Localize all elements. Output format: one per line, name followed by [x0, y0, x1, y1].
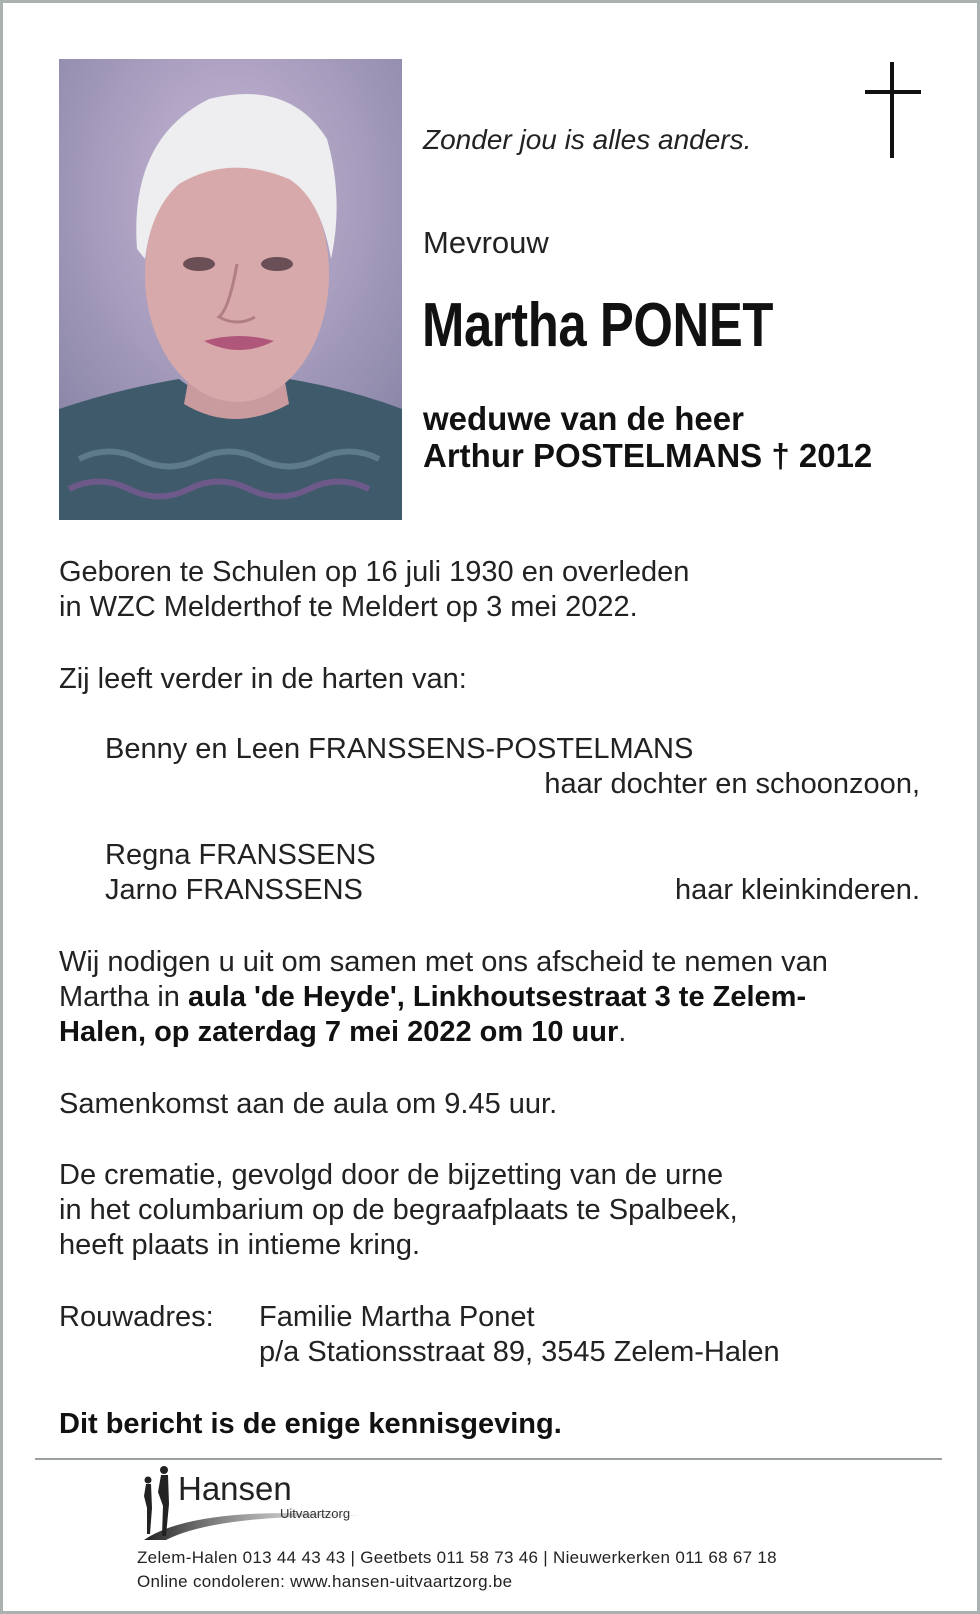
address-line-2: p/a Stationsstraat 89, 3545 Zelem-Halen	[259, 1336, 780, 1368]
grandchild-2: Jarno FRANSSENS	[105, 874, 363, 906]
birth-line-1: Geboren te Schulen op 16 juli 1930 en overleden	[59, 556, 690, 588]
cremation-line-3: heeft plaats in intieme kring.	[59, 1229, 421, 1261]
invite-date: Halen, op zaterdag 7 mei 2022 om 10 uur	[59, 1016, 619, 1048]
grandchildren-relation: haar kleinkinderen.	[674, 874, 920, 906]
closing-statement: Dit bericht is de enige kennisgeving.	[59, 1408, 562, 1440]
cremation-line-2: in het columbarium op de begraafplaats te Spalbeek,	[59, 1194, 738, 1226]
gathering: Samenkomst aan de aula om 9.45 uur.	[59, 1088, 558, 1120]
footer-online: Online condoleren: www.hansen-uitvaartzorg.be	[137, 1572, 513, 1591]
invite-line-2-plain: Martha in	[59, 981, 188, 1013]
invite-venue: aula 'de Heyde', Linkhoutsestraat 3 te Zelem-	[187, 981, 807, 1013]
cremation-line-1: De crematie, gevolgd door de bijzetting van de urne	[59, 1159, 724, 1191]
portrait-illustration	[59, 59, 402, 520]
deceased-name: Martha PONET	[422, 291, 774, 360]
children-names: Benny en Leen FRANSSENS-POSTELMANS	[105, 733, 694, 765]
hearts-intro: Zij leeft verder in de harten van:	[59, 663, 467, 695]
honorific: Mevrouw	[423, 225, 549, 260]
spouse-line-1: weduwe van de heer	[423, 400, 744, 437]
children-relation: haar dochter en schoonzoon,	[544, 768, 920, 800]
logo-name: Hansen	[178, 1470, 292, 1507]
address-label: Rouwadres:	[59, 1301, 214, 1333]
footer-contacts: Zelem-Halen 013 44 43 43 | Geetbets 011 58 73 46 | Nieuwerkerken 011 68 67 18	[137, 1548, 777, 1567]
invite-line-3	[59, 1015, 626, 1050]
portrait-photo	[59, 59, 402, 520]
motto: Zonder jou is alles anders.	[423, 124, 752, 155]
invite-line-2	[59, 980, 806, 1015]
logo-subtitle: Uitvaartzorg	[280, 1506, 351, 1521]
birth-line-2: in WZC Melderthof te Meldert op 3 mei 2022.	[59, 591, 638, 623]
cross-icon	[865, 62, 921, 158]
invite-line-3-end: .	[618, 1016, 627, 1048]
grandchild-1: Regna FRANSSENS	[105, 839, 376, 871]
address-line-1: Familie Martha Ponet	[259, 1301, 535, 1333]
spouse-line-2: Arthur POSTELMANS † 2012	[423, 437, 873, 474]
spouse-info	[423, 400, 872, 474]
footer-divider	[35, 1458, 942, 1460]
invite-line-1: Wij nodigen u uit om samen met ons afscheid te nemen van	[59, 946, 828, 978]
